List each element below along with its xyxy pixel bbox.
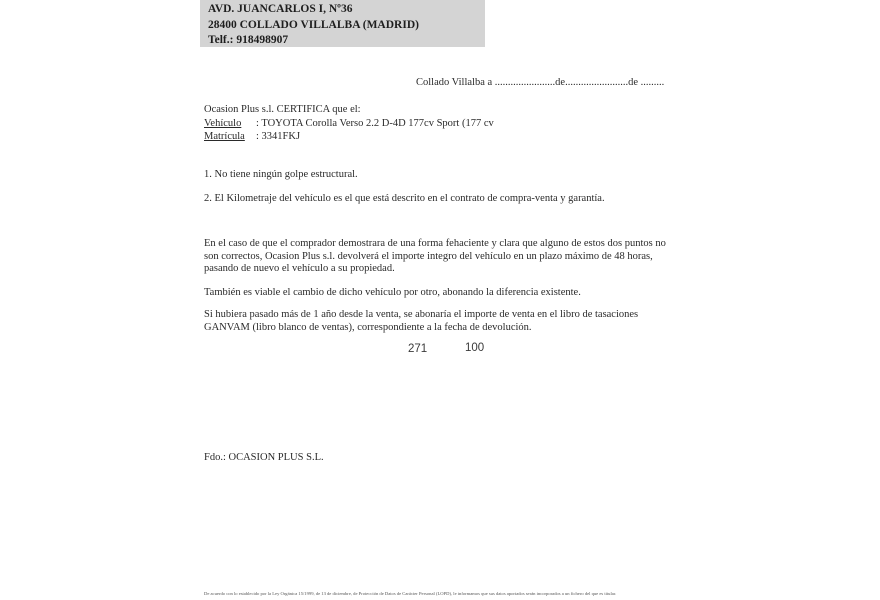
signature-line: Fdo.: OCASION PLUS S.L.	[204, 452, 324, 463]
plate-value: : 3341FKJ	[256, 131, 301, 142]
overlay-number-271: 271	[408, 343, 428, 355]
date-line: Collado Villalba a .......................de........................de .........	[416, 77, 665, 88]
phone-line: Telf.: 918498907	[208, 34, 289, 46]
address-line: AVD. JUANCARLOS I, Nº36	[208, 3, 353, 15]
vehicle-label: Vehículo	[204, 118, 242, 129]
point-1: 1. No tiene ningún golpe estructural.	[204, 169, 358, 180]
legal-footer-note: De acuerdo con lo establecido por la Ley Orgánica 15/1999, de 13 de diciembre, de Protección de Datos de Carácter Personal (LOPD), le informamos que sus datos aportados serán incorporados a un fichero del que es titular.	[204, 591, 617, 596]
plate-row	[204, 130, 300, 143]
plate-label: Matrícula	[204, 131, 245, 142]
refund-paragraph: En el caso de que el comprador demostrara de una forma fehaciente y clara que alguno de estos dos puntos no son correctos, Ocasion Plus s.l. devolverá el importe integro del vehículo en un plazo máximo de 48 horas, pasando de nuevo el vehículo a su propiedad.	[204, 238, 666, 274]
point-2: 2. El Kilometraje del vehículo es el que está descrito en el contrato de compra-venta y garantía.	[204, 193, 605, 204]
ganvam-paragraph: Si hubiera pasado más de 1 año desde la venta, se abonaría el importe de venta en el libro de tasaciones GANVAM (libro blanco de ventas), correspondiente a la fecha de devolución.	[204, 309, 639, 333]
city-line: 28400 COLLADO VILLALBA (MADRID)	[208, 18, 419, 31]
vehicle-value: : TOYOTA Corolla Verso 2.2 D-4D 177cv Sport (177 cv	[256, 118, 494, 129]
vehicle-row	[204, 117, 494, 130]
exchange-paragraph: También es viable el cambio de dicho vehículo por otro, abonando la diferencia existente.	[204, 287, 581, 298]
company-address-box	[200, 0, 485, 47]
certify-intro: Ocasion Plus s.l. CERTIFICA que el:	[204, 104, 361, 115]
overlay-number-100: 100	[465, 342, 485, 354]
